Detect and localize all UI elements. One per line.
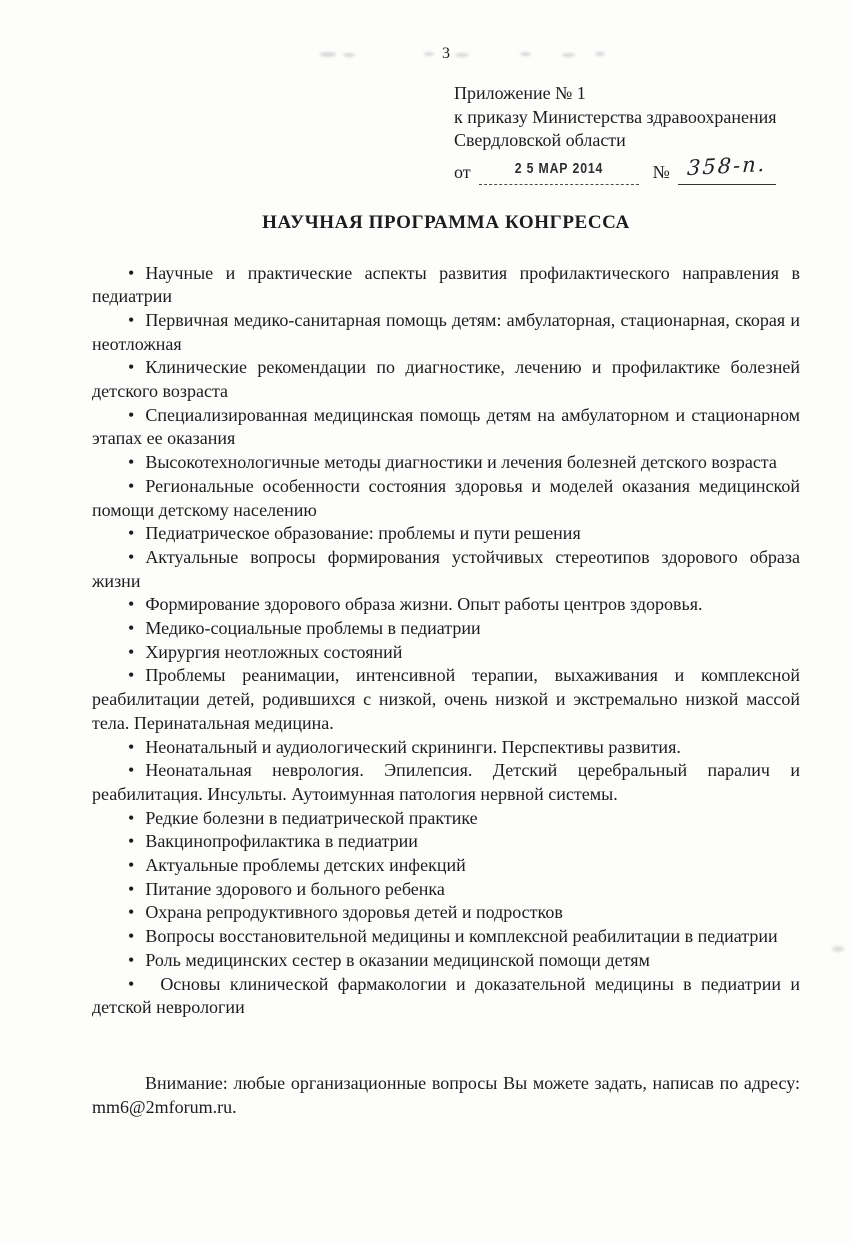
scan-smudge: [520, 52, 531, 56]
bullet-icon: •: [128, 452, 135, 473]
list-item-text: Редкие болезни в педиатрической практике: [145, 807, 478, 828]
list-item-text: Охрана репродуктивного здоровья детей и подростков: [145, 902, 563, 923]
bullet-icon: •: [128, 902, 135, 923]
scan-smudge: [455, 53, 469, 57]
list-item-text: Формирование здорового образа жизни. Опыт работы центров здоровья.: [145, 594, 703, 615]
date-stamp: 2 5 МАР 2014: [514, 159, 603, 177]
bullet-icon: •: [128, 523, 135, 544]
list-item-text: Актуальные проблемы детских инфекций: [145, 855, 466, 876]
handwritten-order-number: 358-п.: [686, 151, 768, 180]
list-item-text: Вопросы восстановительной медицины и комплексной реабилитации в педиатрии: [145, 926, 778, 947]
list-item-text: Неонатальный и аудиологический скрининги. Перспективы развития.: [145, 736, 681, 757]
footer-notice-text: Внимание: любые организационные вопросы Вы можете задать, написав по адресу:: [145, 1073, 800, 1093]
list-item: [92, 617, 800, 641]
bullet-icon: •: [128, 926, 135, 947]
bullet-icon: •: [128, 546, 135, 567]
bullet-icon: •: [128, 736, 135, 757]
list-item-text: Хирургия неотложных состояний: [145, 641, 403, 662]
congress-program-list: [92, 262, 800, 1021]
list-item-text: Научные и практические аспекты развития профилактического направления в педиатрии: [92, 262, 800, 307]
list-item-text: Клинические рекомендации по диагностике, лечению и профилактике болезней детского возраста: [92, 357, 800, 402]
list-item: [92, 901, 800, 925]
list-item-text: Высокотехнологичные методы диагностики и лечения болезней детского возраста: [145, 452, 777, 473]
list-item: [92, 878, 800, 902]
list-item-text: Неонатальная неврология. Эпилепсия. Детский церебральный паралич и реабилитация. Инсульты. Аутоимунная патология нервной системы.: [92, 760, 800, 804]
list-item: [92, 475, 800, 522]
order-reference-line: к приказу Министерства здравоохранения: [454, 106, 777, 127]
number-sign-label: №: [652, 162, 670, 182]
list-item: [92, 262, 800, 309]
scan-smudge: [832, 946, 844, 952]
scanned-document-page: [0, 44, 850, 1244]
scan-smudge: [320, 52, 336, 57]
list-item-text: Актуальные вопросы формирования устойчивых стереотипов здорового образа жизни: [92, 546, 800, 591]
list-item-text: Специализированная медицинская помощь детям на амбулаторном и стационарном этапах ее оказания: [92, 404, 800, 449]
list-item: [92, 759, 800, 806]
list-item: [92, 641, 800, 665]
bullet-icon: •: [128, 807, 135, 828]
list-item-text: Педиатрическое образование: проблемы и пути решения: [145, 523, 581, 544]
appendix-header: [454, 82, 800, 185]
list-item-text: Проблемы реанимации, интенсивной терапии, выхаживания и комплексной реабилитации детей, родившихся с низкой, очень низкой и экстремально низкой массой тела. Перинатальная медицина.: [92, 665, 800, 733]
appendix-number-line: Приложение № 1: [454, 83, 586, 103]
list-item: [92, 854, 800, 878]
list-item-text: Первичная медико-санитарная помощь детям: амбулаторная, стационарная, скорая и неотложная: [92, 309, 800, 354]
email-address: mm6@2mforum.ru.: [92, 1096, 237, 1117]
list-item: [92, 309, 800, 356]
document-title: НАУЧНАЯ ПРОГРАММА КОНГРЕССА: [262, 211, 630, 233]
list-item: [92, 925, 800, 949]
from-label: от: [454, 162, 471, 182]
list-item: [92, 593, 800, 617]
bullet-icon: •: [128, 618, 135, 639]
scan-smudge: [343, 53, 355, 57]
order-date-number-line: [454, 151, 800, 185]
list-item-text: Медико-социальные проблемы в педиатрии: [145, 618, 481, 639]
bullet-icon: •: [128, 878, 135, 899]
bullet-icon: •: [128, 665, 135, 686]
scan-smudge: [595, 52, 605, 56]
list-item-text: Региональные особенности состояния здоровья и моделей оказания медицинской помощи детскому населению: [92, 475, 800, 520]
bullet-icon: •: [128, 641, 135, 662]
list-item: [92, 356, 800, 403]
bullet-icon: •: [128, 973, 135, 994]
region-line: Свердловской области: [454, 130, 626, 150]
list-item: [92, 404, 800, 451]
list-item: [92, 664, 800, 735]
footer-notice: [92, 1072, 800, 1119]
list-item-text: Основы клинической фармакологии и доказательной медицины в педиатрии и детской неврологии: [92, 973, 800, 1018]
list-item: [92, 973, 800, 1020]
scan-smudge: [424, 52, 434, 56]
bullet-icon: •: [128, 404, 135, 425]
page-content: [0, 44, 850, 1119]
date-field: [479, 159, 639, 185]
bullet-icon: •: [128, 262, 135, 283]
list-item: [92, 451, 800, 475]
bullet-icon: •: [128, 949, 135, 970]
list-item: [92, 736, 800, 760]
list-item: [92, 949, 800, 973]
list-item-text: Вакцинопрофилактика в педиатрии: [145, 831, 418, 852]
bullet-icon: •: [128, 594, 135, 615]
bullet-icon: •: [128, 357, 135, 378]
order-number-field: [678, 151, 776, 185]
list-item-text: Роль медицинских сестер в оказании медицинской помощи детям: [145, 949, 650, 970]
list-item: [92, 546, 800, 593]
list-item: [92, 807, 800, 831]
bullet-icon: •: [128, 855, 135, 876]
bullet-icon: •: [128, 831, 135, 852]
bullet-icon: •: [128, 760, 135, 781]
list-item: [92, 522, 800, 546]
bullet-icon: •: [128, 475, 135, 496]
scan-smudge: [562, 53, 575, 57]
bullet-icon: •: [128, 309, 135, 330]
page-number: 3: [442, 45, 450, 62]
list-item: [92, 830, 800, 854]
list-item-text: Питание здорового и больного ребенка: [145, 878, 445, 899]
